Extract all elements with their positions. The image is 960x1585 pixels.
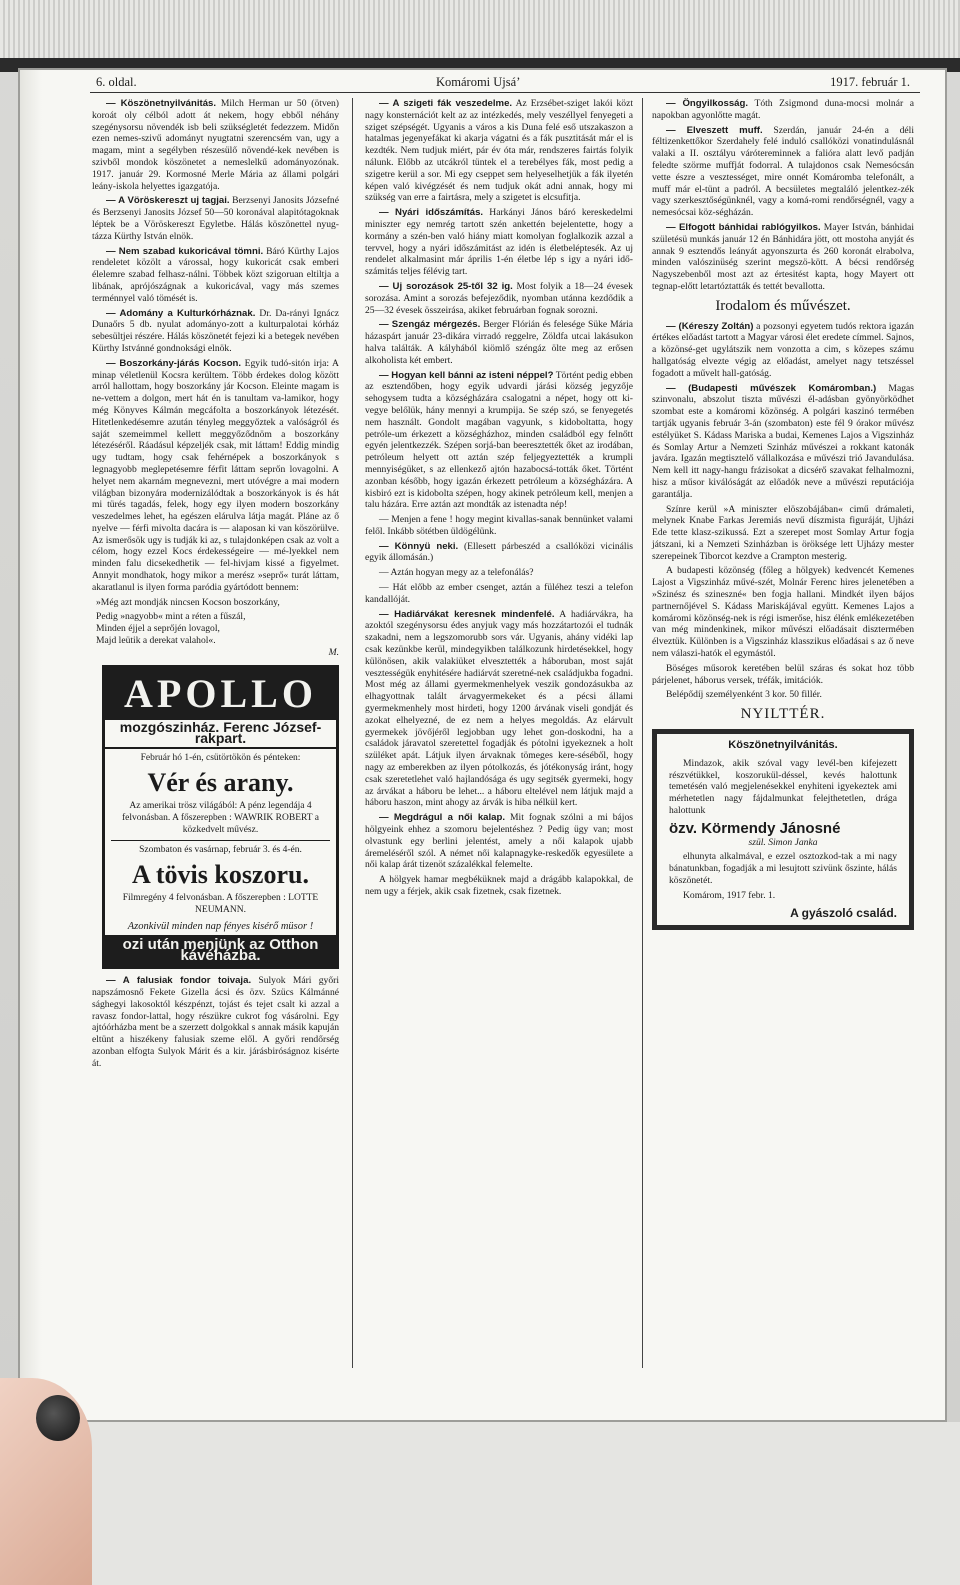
article-text: A budapesti közönség (főleg a hölgyek) kedvencét Kemenes Lajost a Vigszinház művé-szét, Molnár Ferenc hires jelenetében a »Szinész és szineszné« ben fogja hallani. Mindkét ilyen bájos partnernőjével S. Kádass Mariskájával együtt. Kemenes Lajos a komáromi közönség-nek is régi ismerőse, hisz élénk emlékezetében van még mindenkinek, mikor művészi előadásait disztermében élveztük. Különben is a Vigszinház klasszikus előadásai s az ő neve nem válaszi-hatók el egymástól. bbox=[652, 565, 914, 660]
article-headline: — A Vöröskereszt uj tagjai. bbox=[106, 195, 230, 206]
article-paragraph bbox=[652, 565, 914, 659]
article-headline: — Könnyü neki. bbox=[379, 541, 458, 552]
article-text: Színre kerül »A miniszter elöszobájában« cimű drámaleti, melynek Knabe Farkas Jeremiás nevű díszmista figuráját, Ujházi Ede tette klasz-szikussá. Ezt a szerepet most Somlay Artur fogja játszani, ki a Nemzeti Szinházban is öröksége lett Ujházy mester szerepeinek Tiborcot kezdve a Crampton mesterig. bbox=[652, 503, 914, 562]
notice-deceased-name: özv. Körmendy Jánosné bbox=[669, 819, 841, 837]
article-text: Tóth Zsigmond duna-mocsi molnár a napokban agyonlőtte magát. bbox=[652, 98, 914, 121]
article-paragraph bbox=[365, 514, 633, 538]
column-1-articles bbox=[92, 98, 339, 594]
article-paragraph bbox=[652, 321, 914, 380]
article-headline: — Szengáz mérgezés. bbox=[379, 319, 480, 330]
notice-maiden-name: szül. Simon Janka bbox=[748, 836, 818, 848]
article-text: Böséges műsorok keretében belül száras és sokat hoz több párjelenet, háborus versek, tréfák, imitációk. bbox=[652, 662, 914, 686]
column-2 bbox=[365, 98, 633, 901]
article-text: Mit fognak szólni a mi bájos hölgyeink ehhez a szomoru bejelentéshez ? Pedig ügy van; most olvastunk egy berlini jelentést, amely a női kalapok ujabb áremeléséről szól. A német női kalapnagyke-reskedők egyesülete a női kalap árát tizenöt százalékkal felemelte. bbox=[365, 812, 633, 871]
article-text: Báró Kürthy Lajos rendeletet közölt a várossal, hogy kukoricát csak emberi élelemre szabad felhasz-nálni. Többek közt szigoruan eltiltja a libának, aprójószágnak a kukoricával, vagy más szemes terménnyel való tömését is. bbox=[92, 245, 339, 304]
article-paragraph bbox=[365, 567, 633, 579]
article-headline: — Boszorkány-járás Kocson. bbox=[106, 358, 241, 369]
article-text: — Aztán hogyan megy az a telefonálás? bbox=[379, 567, 534, 579]
article-text: Szerdán, január 24-én a déli féltizenkettőkor Szerdahely felé induló csallóközi vonatindulásnál valaki a II. osztályu várótereminnek a falióra alatt levő padján feledte szörme muffját fodorral. A tulajdonos csak Nemesócsán vette észre a vesztességet, mire onnét Komáromba telefonált, a muff már el-tünt a padról. A becsületes megtaláló jelentkez-zék vagy szerkesztőségünknél, vagy a komá-romi rendőrségnél, vagy a nemesócsai köz-ségházán. bbox=[652, 124, 914, 219]
article-headline: — Elveszett muff. bbox=[666, 125, 763, 136]
section-title-nyiltter: NYILTTÉR. bbox=[740, 706, 826, 723]
article-headline: — Öngyilkosság. bbox=[666, 98, 748, 109]
article-headline: — (Kéreszy Zoltán) bbox=[666, 321, 753, 332]
column-divider bbox=[642, 98, 643, 1368]
article-paragraph bbox=[365, 281, 633, 316]
article-headline: — Nyári időszámítás. bbox=[379, 207, 483, 218]
thumbnail-nail bbox=[36, 1395, 80, 1441]
article-headline: — Uj sorozások 25-től 32 ig. bbox=[379, 281, 513, 292]
literature-articles bbox=[652, 321, 914, 702]
ad-film-desc: Filmregény 4 felvonásban. A főszerepben : LOTTE NEUMANN. bbox=[122, 893, 319, 916]
article-paragraph bbox=[92, 358, 339, 594]
ad-extra-program: Azonkivül minden nap fényes kisérő müsor ! bbox=[127, 920, 314, 932]
article-text: A hadiárvákra, ha azoktól szegénysorsu édes anyjuk vagy más hozzátartozói el tudnák szakadni, nem a legszomorubb sors vár. Ugyanis, ahány vidéki lap csak kezünkbe kerül, mindegyikben találkozunk hirdetésekkel, hogy különösen, akik valakiüket elvesztették a háboruban, most saját vesztességük enyhitésére hadiárvát szeretné-nek családjukba fogadni. Most még az állami gyermekmenhelyek veszik gondozásukba az elhagyottnak talált árvagyermekeket és a pécsi állami gyermekmenhely most hirdeti, hogy 1200 árvának viseli gondját és azokat elhelyezné, de ez nem a helyes megoldás. Az elárvult gyermekek jövőjéről legjobban ugy lehet gon-doskodni, ha a családok járavatol szeretettel fogadják és pótolni igyekeznek a holt szüléket apát. Látjuk ilyen árvaknak tömeges kere-séséből, hogy nagy az emberekben az ilyen pótolkozás, és jótékonyság iránt, hogy csak szeretetlehet való hajlandósága és ugy segitsék gyermeki, hogy az árvákat a háboru be lehet... a háboru eltelével nem látjuk majd a háboru haszon, mint ahogy az árvák is hiba nélkül kert. bbox=[365, 608, 633, 809]
article-text: A hölgyek hamar megbéküknek majd a drágább kalapokkal, de nem ugy a férjek, akik csak fizetnek, csak fizetnek. bbox=[365, 874, 633, 897]
article-paragraph bbox=[365, 874, 633, 898]
page-gutter bbox=[20, 70, 42, 1420]
ad-film-title: A tövis koszoru. bbox=[132, 860, 309, 890]
article-text: — Hát előbb az ember csenget, aztán a füléhez teszi a telefon kandallóját. bbox=[365, 582, 633, 605]
header-rule bbox=[90, 92, 920, 93]
article-paragraph bbox=[365, 98, 633, 204]
article-text: Most folyik a 18—24 évesek sorozása. Amint a sorozás befejeződik, nyomban utánna kezdődik a 25—32 évesek összeirása, akiket februárban fognak sorozni. bbox=[365, 280, 633, 316]
article-paragraph bbox=[92, 246, 339, 305]
ad-subtitle: mozgószinház. Ferenc József-rakpart. bbox=[105, 720, 336, 750]
article-headline: — Hadiárvákat keresnek mindenfelé. bbox=[379, 609, 555, 620]
article-text: (Ellesett párbeszéd a csallóközi vicinális egyik állomásán.) bbox=[365, 540, 633, 564]
article-text: Egyik tudó-sitón irja: A minap véletlenül Kocsra kerültem. Több érdekes dolog között arról hallottam, hogy boszorkány jár Kocson. Eleinte magam is ne-vettem a dolgon, mert hát én is tanultam va-lamikor, hogy még Könyves Kálmán megcáfolta a boszorkányok létezését. Hitetlenkedésemre azután tényleg meggyőztek a valóságról és saját szemeimmel kellett meggyőződnöm a boszorkány létezéséről. Ráadásul képzeljék csak, mit láttam! Eddig mindig ugy tudtam, hogy csak fehérnépek a boszorkányok s legnagyobb meglepetésemre férfit láttam seprőn lovagolni. A helyet nem akarnám megnevezni, mert utóvégre a mai modern világban bizonyára modernizálódtak a boszorkányok is és hát mi türés tagadás, felek, hogy egy ilyen modern boszorkány veszedelmes lehet, ha egészen elárulva látja magát. Pláne az ő nyelve — férfi mivolta dacára is — alaposan ki van köszörülve. Az ismerősök ugy is tudják ki az, s tulajdonképen csak az volt a célom, hogy ezzel Kocs érdekességeire — mé-lyekkel nem minden falu dicsekedhetik — fel-hivjam kissé a figyelmet. Annyit mondhatok, hogy mikor a merész »seprő« turát láttam, akaratlanul is ilyen forma paródia gyártódott bennem: bbox=[92, 357, 339, 593]
poem-line: »Még azt mondják nincsen Kocson boszorkány, bbox=[96, 596, 280, 608]
background-surface bbox=[0, 1422, 960, 1585]
article-paragraph bbox=[652, 689, 914, 701]
article-paragraph bbox=[365, 541, 633, 565]
notice-signature: A gyászoló család. bbox=[790, 905, 897, 920]
ad-date-line: Február hó 1-én, csütörtökön és pénteken: bbox=[140, 753, 301, 764]
newspaper-title: Komáromi Ujsá’ bbox=[436, 75, 521, 89]
article-text: Történt pedig ebben az esztendőben, hogy egyik udvardi járási község jegyzője sehogysem tudta a községházára csalogatni a népet, hogy ott ki-vegye belőlük, hány mennyi a krumpija. Se szép szó, se fenyegetés nem használt. Gondolt magában vagyunk, s kidoboltatta, hogy petróle-um érkezett a községházhoz, minden családból egy felnőtt egyén jelentkezzék. Szépen sorjá-ban beeresztették őket az irodában, petróleum helyett ott aztán szép feljegyeztették a krumpli mennyiségüket, s az ellenkező ajtón hazabocsá-tották őket. Történt azonban később, hogy igazán érkezett petróleum a községházára. A kisbiró ezt is kidobolta szépen, hogy akinek petróleum kell, menjen a talu házára. Erre aztán azt mondták az istenadta nép! bbox=[365, 369, 633, 511]
article-paragraph bbox=[365, 370, 633, 512]
article-text: Berger Flórián és felesége Süke Mária házaspárt január 23-dikára virradó reggelre, Zöldfa utcai lakásukon halva találták. A kályhából kiömlő széngáz ölte meg az erősen alkoholista két embert. bbox=[365, 319, 633, 366]
notice-text: Mindazok, akik szóval vagy levél-ben kifejezett részvétükkel, koszorukül-déssel, kevés halottunk temetésén való megjelenésekkel enyhiteni igyekeztek ami mérhetetlen nagy fájdalmunkat felejthetetlen, drága halottunk bbox=[669, 757, 897, 817]
article-headline: — Elfogott bánhidai rablógyilkos. bbox=[666, 222, 821, 233]
article-paragraph bbox=[92, 98, 339, 192]
article-text: Milch Herman ur 50 (ötven) koroát oly célból adott át nekem, hogy ebből néhány szegénysorsu növendék isb beli szükségletét fedezzem. Midőn ezen nemes-szivű adományt nyugtatni szerencsém van, ugy a magam, mint a segélyben részesülő növendé-kek nevében is szivből mondok köszönetet a nemeslelkű adományozónak. 1917. január 29. Kormosné Merle Mária az állami polgári leány-iskola helyettes igazgatója. bbox=[92, 98, 339, 192]
article-paragraph bbox=[365, 207, 633, 278]
issue-date: 1917. február 1. bbox=[830, 75, 910, 89]
article-text: — Menjen a fene ! hogy megint kivallas-sanak bennünket valami felől. Inkább sötétben üldögélünk. bbox=[365, 514, 633, 537]
page-header bbox=[0, 70, 960, 92]
article-paragraph bbox=[92, 195, 339, 242]
notice-place-date: Komárom, 1917 febr. 1. bbox=[683, 889, 776, 901]
article-headline: — A falusiak fondor toivaja. bbox=[106, 975, 251, 986]
ad-date-line: Szombaton és vasárnap, február 3. és 4-én. bbox=[111, 840, 330, 857]
article-paragraph bbox=[652, 663, 914, 687]
column-3-news bbox=[652, 98, 914, 293]
article-text: Mayer István, bánhidai születésü munkás január 12 én Bánhidára jött, ott mostoha anyját és annak 9 esztendős leányát agyonszurta és 260 koronát elrabolva, minden valószinüség szerint megszö-kött. A bécsi rendőrség Nagyszebenből most azt az értesitést kapta, hogy Mayert ott tegnap-előtt letartóztatták és tettét bevallotta. bbox=[652, 221, 914, 292]
article-text: Sulyok Mári győri napszámosnő Fekete Gizella ácsi és özv. Szücs Kálmánné sághegyi lakosoktól készpénzt, tojást és tejet csalt ki azzal a ravasz fondor-lattal, hogy részükre cukrot fog vásárolni. Egy ajtóórházba ment be a szerzett dolgokkal s annak másik kapuján eltünt a hiszékeny falusiak szeme elől. A győri rendőrség azonban elfogta Sulyok Márit és a kir. járásbiróságnoz kisérte át. bbox=[92, 975, 339, 1069]
article-paragraph bbox=[652, 98, 914, 122]
column-3 bbox=[652, 98, 914, 934]
ad-film-desc: Az amerikai trösz világából: A pénz legendája 4 felvonásban. A főszerepben : WAWRIK ROBERT a közkedvelt művész. bbox=[122, 801, 319, 835]
article-text: Berzsenyi Janosits Józsefné és Berzsenyi Janosits József 50—50 koronával alapitótagoknak léptek be a Vöröskereszt Egyletbe. Hálás köszönettel nyug-tázza Kürthy István elnök. bbox=[92, 195, 339, 242]
poem-line: Pedig »nagyobb« mint a réten a fűszál, bbox=[96, 611, 246, 623]
thanks-notice-box bbox=[652, 729, 914, 930]
poem-line: Minden éjjel a seprőjén lovagol, bbox=[96, 623, 220, 635]
article-text: a pozsonyi egyetem tudós rektora igazán értékes előadást tartott a Magyar városi élet eredete címmel. Sajnos, a közönsé-get ugylátszik nem vonzotta a cim, s közepes számu hallgatóság elvezte végig az előadást, amelyet nagy tetszéssel fogadott a művelt hall-gatóság. bbox=[652, 320, 914, 379]
article-text: Magas szinvonalu, abszolut tiszta művészi él-adásban gyönyörködhet szombat este a komáromi közönség. A polgári kaszinó termében tartják ugyanis február 3-án (szombaton) este fél 9 órakor művész estélyüket S. Kádass Mariska a budai, Kemenes Lajos a Vigszinház és Somlay Artur a Nemzeti Szinház művészei a rokkant katonák javára. Igazán megtisztelő vállalkozása e művészi trió Javandulása. Nem kell itt nagy-hangu frázisokat a dicsérő szavakat felhalmozni, hisz a műsor kiválóságát az előadók neve a művészi reputációja garantálja. bbox=[652, 382, 914, 500]
column-2-articles bbox=[365, 98, 633, 898]
column-divider bbox=[352, 98, 353, 1368]
article-text: Harkányi János báró kereskedelmi miniszter egy nemrég tartott szén ankettén bejelentette, hogy a kormány a szén-ben való hiány miatt komolyan foglalkozik azzal a tervvel, hogy a nyári időszámitást az idén is életbeléptesék. Az uj rendelet alkalmasint már április 1-én életbe lép s igy a nyári idő-számitás teljes félévig tart. bbox=[365, 207, 634, 278]
article-headline: — Nem szabad kukoricával tömni. bbox=[106, 246, 263, 257]
article-headline: — Adomány a Kulturkórháznak. bbox=[106, 308, 255, 319]
page-number: 6. oldal. bbox=[96, 75, 137, 89]
article-paragraph bbox=[652, 504, 914, 563]
ad-title: APOLLO bbox=[105, 668, 336, 720]
poem bbox=[92, 597, 339, 659]
article-paragraph bbox=[652, 222, 914, 293]
article-headline: — Megdrágul a női kalap. bbox=[379, 812, 505, 823]
apollo-cinema-ad bbox=[102, 665, 339, 970]
article-headline: — A szigeti fák veszedelme. bbox=[379, 98, 512, 109]
article-headline: — (Budapesti művészek Komáromban.) bbox=[666, 383, 876, 394]
article-headline: — Köszönetnyilvánitás. bbox=[106, 98, 216, 109]
section-title-literature: Irodalom és művészet. bbox=[715, 297, 851, 314]
column-1 bbox=[92, 98, 339, 1073]
ad-film-title: Vér és arany. bbox=[147, 768, 294, 798]
article-paragraph bbox=[652, 383, 914, 501]
article-paragraph bbox=[652, 125, 914, 219]
article-text: Dr. Da-rányi Ignácz Dunaőrs 5 db. nyulat adományo-zott a kulturpalotai kórház sebesültjei részére. Hálás köszönetét fejezi ki a betegek nevében Kürthy Istvánné gondnoksági elnök. bbox=[92, 307, 339, 354]
article-paragraph bbox=[365, 319, 633, 366]
article-paragraph bbox=[365, 609, 633, 810]
notice-title: Köszönetnyilvánitás. bbox=[728, 739, 838, 752]
article-headline: — Hogyan kell bánni az isteni néppel? bbox=[379, 370, 553, 381]
article-text: Az Erzsébet-sziget lakói közt nagy konsternációt kelt az az intézkedés, mely veszéllyel fenyegeti a sziget szépségét. Ugyanis a város a kis Duna felé eső utszakaszon a hatalmas jegenyefákat ki akarja vágatni és a fák pusztitását már el is kezdték. Nem tudjuk miért, pár év óta már, rendszeres fairtás folyik nálunk. Előbb az utcákról tüntek el a terebélyes fák, most pedig a szigetre kerül a sor. Mi egy cseppet sem helyeselhetjük a fák ilyetén képen való kivégzését és nem tudjuk okát adni annak, hogy mi szükség van erre a fairtásra, mely a szigetet is elcsufitja. bbox=[365, 98, 634, 204]
ad-footer: ozi után menjünk az Otthon kávéházba. bbox=[105, 935, 336, 967]
column-1-articles-bottom bbox=[92, 975, 339, 1069]
poem-signature: M. bbox=[328, 646, 339, 658]
article-text: Belépődíj személyenként 3 kor. 50 fillér. bbox=[666, 689, 822, 701]
article-paragraph bbox=[92, 975, 339, 1069]
article-paragraph bbox=[365, 812, 633, 871]
article-paragraph bbox=[92, 308, 339, 355]
article-paragraph bbox=[365, 582, 633, 606]
notice-text: elhunyta alkalmával, e ezzel osztozkod-tak a mi nagy bánatunkban, fogadják a mi lesujtott szivünk őszinte, hálás köszönetét. bbox=[669, 851, 897, 887]
poem-line: Majd leütik a derekat valahol«. bbox=[96, 635, 216, 647]
